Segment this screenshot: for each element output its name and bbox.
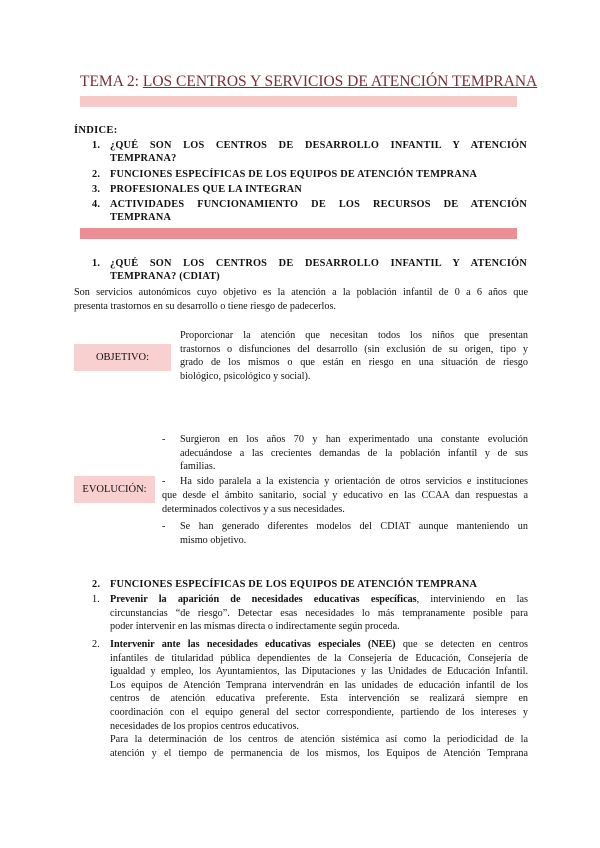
evolucion-bullet: - Surgieron en los años 70 y han experimentado una constante evolución adecuándose a las crecientes demandas de la población infantil y de sus familias. <box>162 434 528 473</box>
index-item-text: TEMPRANA <box>110 212 172 223</box>
title-prefix: TEMA 2: <box>80 73 143 90</box>
index-item-text: ¿QUÉ SON LOS CENTROS DE DESARROLLO INFANTIL Y ATENCIÓN <box>110 140 527 151</box>
intro-line: presenta trastornos en su desarrollo o tiene riesgo de padecerlos. <box>74 301 336 312</box>
evolucion-bullet: - Se han generado diferentes modelos del CDIAT aunque manteniendo un mismo objetivo. <box>162 521 528 546</box>
evolucion-label: EVOLUCIÓN: <box>74 476 155 503</box>
index-item-text: ACTIVIDADES FUNCIONAMIENTO DE LOS RECURSOS DE ATENCIÓN <box>110 199 527 210</box>
index-item: 1. ¿QUÉ SON LOS CENTROS DE DESARROLLO INFANTIL Y ATENCIÓN TEMPRANA? <box>92 140 527 164</box>
evolucion-bullet: - Ha sido paralela a la existencia y orientación de otros servicios e instituciones <box>162 476 528 487</box>
index-item: 4. ACTIVIDADES FUNCIONAMIENTO DE LOS RECURSOS DE ATENCIÓN TEMPRANA <box>92 199 527 223</box>
objetivo-text: Proporcionar la atención que necesitan todos los niños que presentan trastornos o disfunciones del desarrollo (sin exclusión de su origen, tipo y grado de los mismos o que están en riesgo en una situación de riesgo biológico, psicológico y social). <box>180 330 528 382</box>
objetivo-label: OBJETIVO: <box>74 344 171 371</box>
section-1-heading: 1. ¿QUÉ SON LOS CENTROS DE DESARROLLO INFANTIL Y ATENCIÓN TEMPRANA? (CDIAT) <box>92 258 527 282</box>
function-1-title: Prevenir la aparición de necesidades educativas específicas <box>110 594 417 605</box>
function-2-title: Intervenir ante las necesidades educativas especiales (NEE) <box>110 639 396 650</box>
evolucion-bullet-cont: que desde el ámbito sanitario, social y educativo en las CCAA dan respuestas a determinados colectivos y a sus necesidades. <box>162 490 528 515</box>
title-main: LOS CENTROS Y SERVICIOS DE ATENCIÓN TEMPRANA <box>142 73 538 90</box>
title-highlight-band <box>80 96 517 107</box>
index-item-text: PROFESIONALES QUE LA INTEGRAN <box>110 184 303 195</box>
index-label: ÍNDICE: <box>74 125 118 136</box>
intro-line: Son servicios autonómicos cuyo objetivo es la atención a la población infantil de 0 a 6 años que <box>74 287 528 298</box>
index-item-text: FUNCIONES ESPECÍFICAS DE LOS EQUIPOS DE ATENCIÓN TEMPRANA <box>110 169 478 180</box>
section-divider-band <box>80 228 517 239</box>
index-item-text: TEMPRANA? <box>110 153 177 164</box>
page-title <box>80 73 537 91</box>
